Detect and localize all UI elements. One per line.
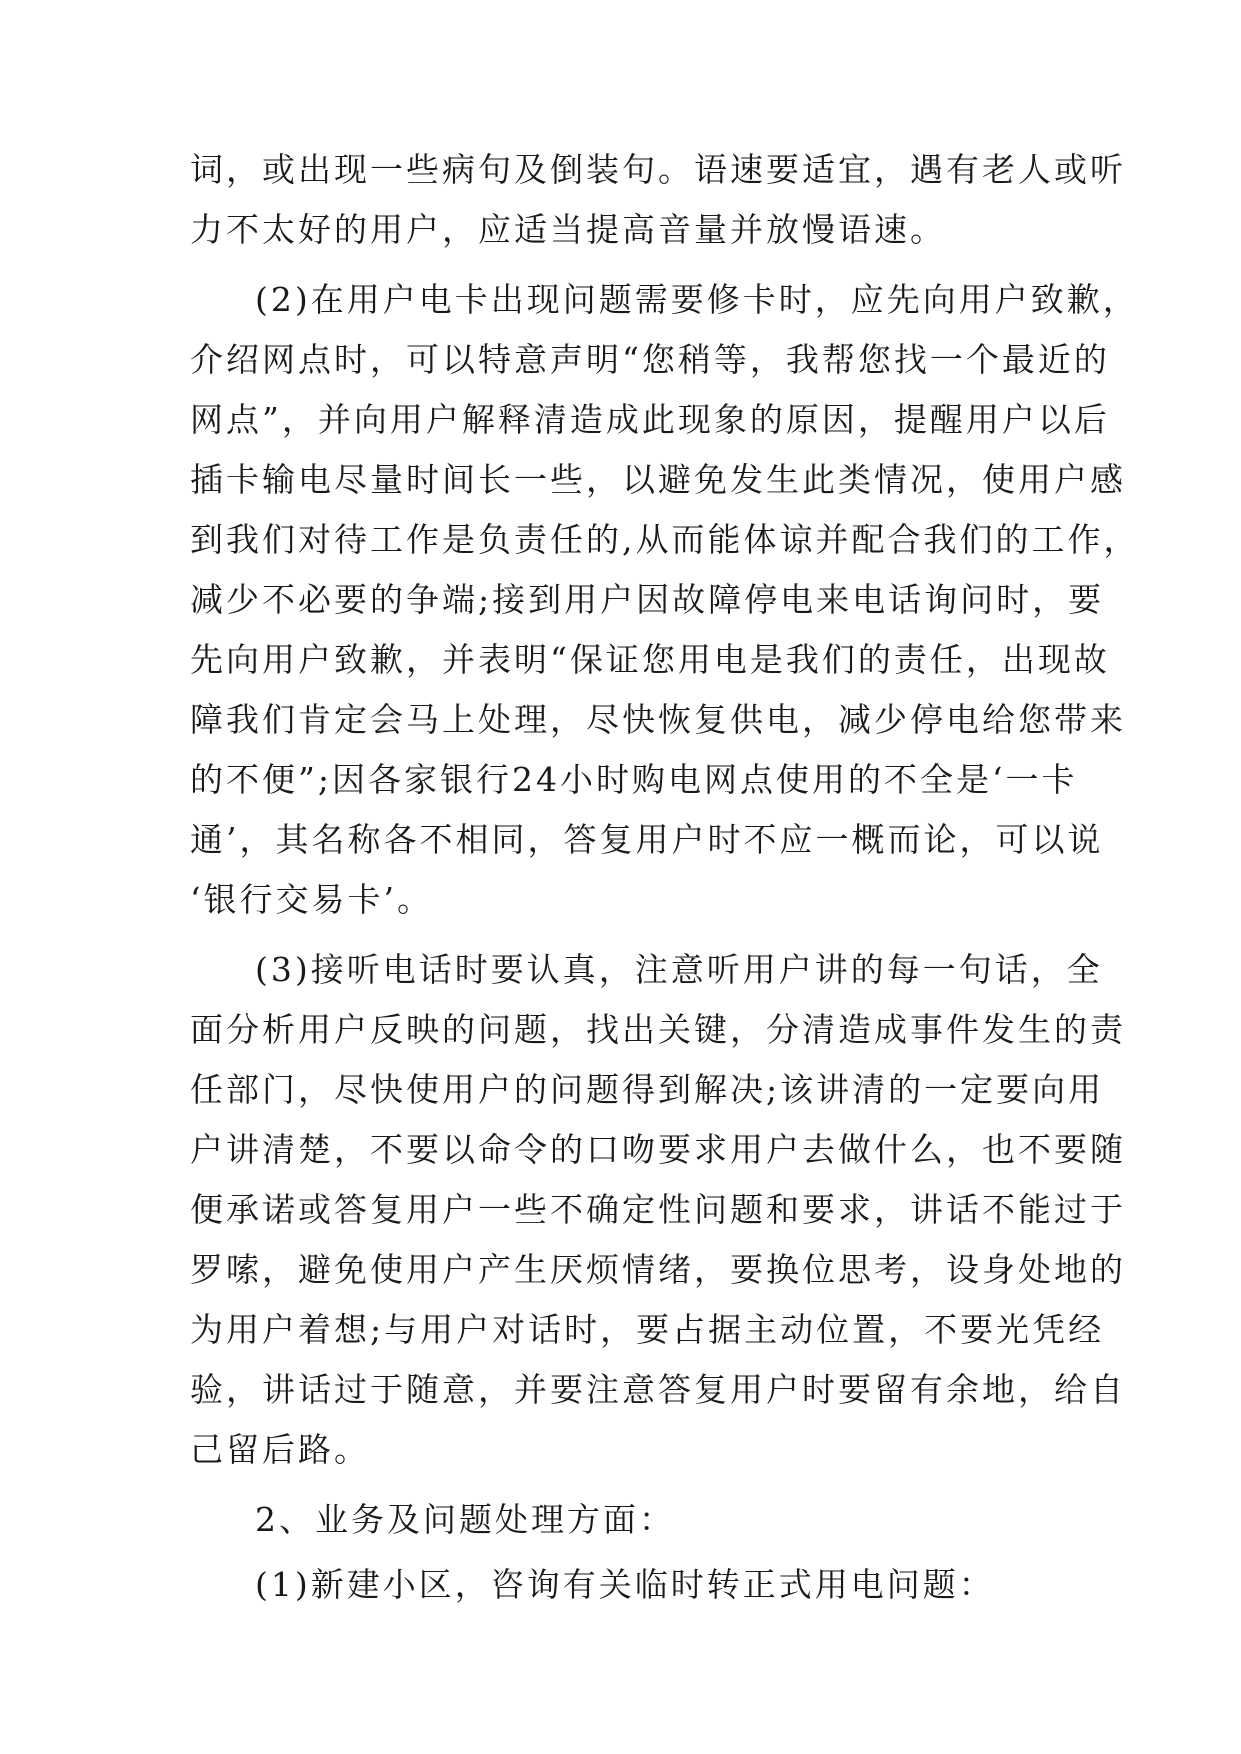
text-line: 通’，其名称各不相同，答复用户时不应一概而论，可以说 xyxy=(190,820,1104,859)
section-heading: 2、业务及问题处理方面： xyxy=(255,1500,675,1539)
text-line: 验，讲话过于随意，并要注意答复用户时要留有余地，给自 xyxy=(190,1370,1126,1409)
text-line: 为用户着想;与用户对话时，要占据主动位置，不要光凭经 xyxy=(190,1310,1105,1349)
text-line: 己留后路。 xyxy=(190,1430,370,1469)
sub-item-heading: (1)新建小区，咨询有关临时转正式用电问题： xyxy=(255,1565,995,1604)
text-line: 插卡输电尽量时间长一些，以避免发生此类情况，使用户感 xyxy=(190,460,1126,499)
text-line: 词，或出现一些病句及倒装句。语速要适宜，遇有老人或听 xyxy=(190,150,1126,189)
text-line: 罗嗦，避免使用户产生厌烦情绪，要换位思考，设身处地的 xyxy=(190,1250,1126,1289)
text-line: 户讲清楚，不要以命令的口吻要求用户去做什么，也不要随 xyxy=(190,1130,1126,1169)
text-line: 网点”，并向用户解释清造成此现象的原因，提醒用户以后 xyxy=(190,400,1110,439)
paragraph-3-start: (3)接听电话时要认真，注意听用户讲的每一句话，全 xyxy=(255,950,1103,989)
text-line: 减少不必要的争端;接到用户因故障停电来电话询问时，要 xyxy=(190,580,1105,619)
text-line: 面分析用户反映的问题，找出关键，分清造成事件发生的责 xyxy=(190,1010,1126,1049)
text-line: ‘银行交易卡’。 xyxy=(190,880,433,919)
text-line: 任部门，尽快使用户的问题得到解决;该讲清的一定要向用 xyxy=(190,1070,1105,1109)
text-line: 力不太好的用户，应适当提高音量并放慢语速。 xyxy=(190,210,946,249)
text-line: 先向用户致歉，并表明“保证您用电是我们的责任，出现故 xyxy=(190,640,1110,679)
text-line: 的不便”;因各家银行24小时购电网点使用的不全是‘一卡 xyxy=(190,760,1078,799)
text-line: 介绍网点时，可以特意声明“您稍等，我帮您找一个最近的 xyxy=(190,340,1110,379)
paragraph-2-start: (2)在用户电卡出现问题需要修卡时，应先向用户致歉， xyxy=(255,280,1139,319)
text-line: 障我们肯定会马上处理，尽快恢复供电，减少停电给您带来 xyxy=(190,700,1126,739)
text-line: 便承诺或答复用户一些不确定性问题和要求，讲话不能过于 xyxy=(190,1190,1126,1229)
text-line: 到我们对待工作是负责任的,从而能体谅并配合我们的工作， xyxy=(190,520,1140,559)
